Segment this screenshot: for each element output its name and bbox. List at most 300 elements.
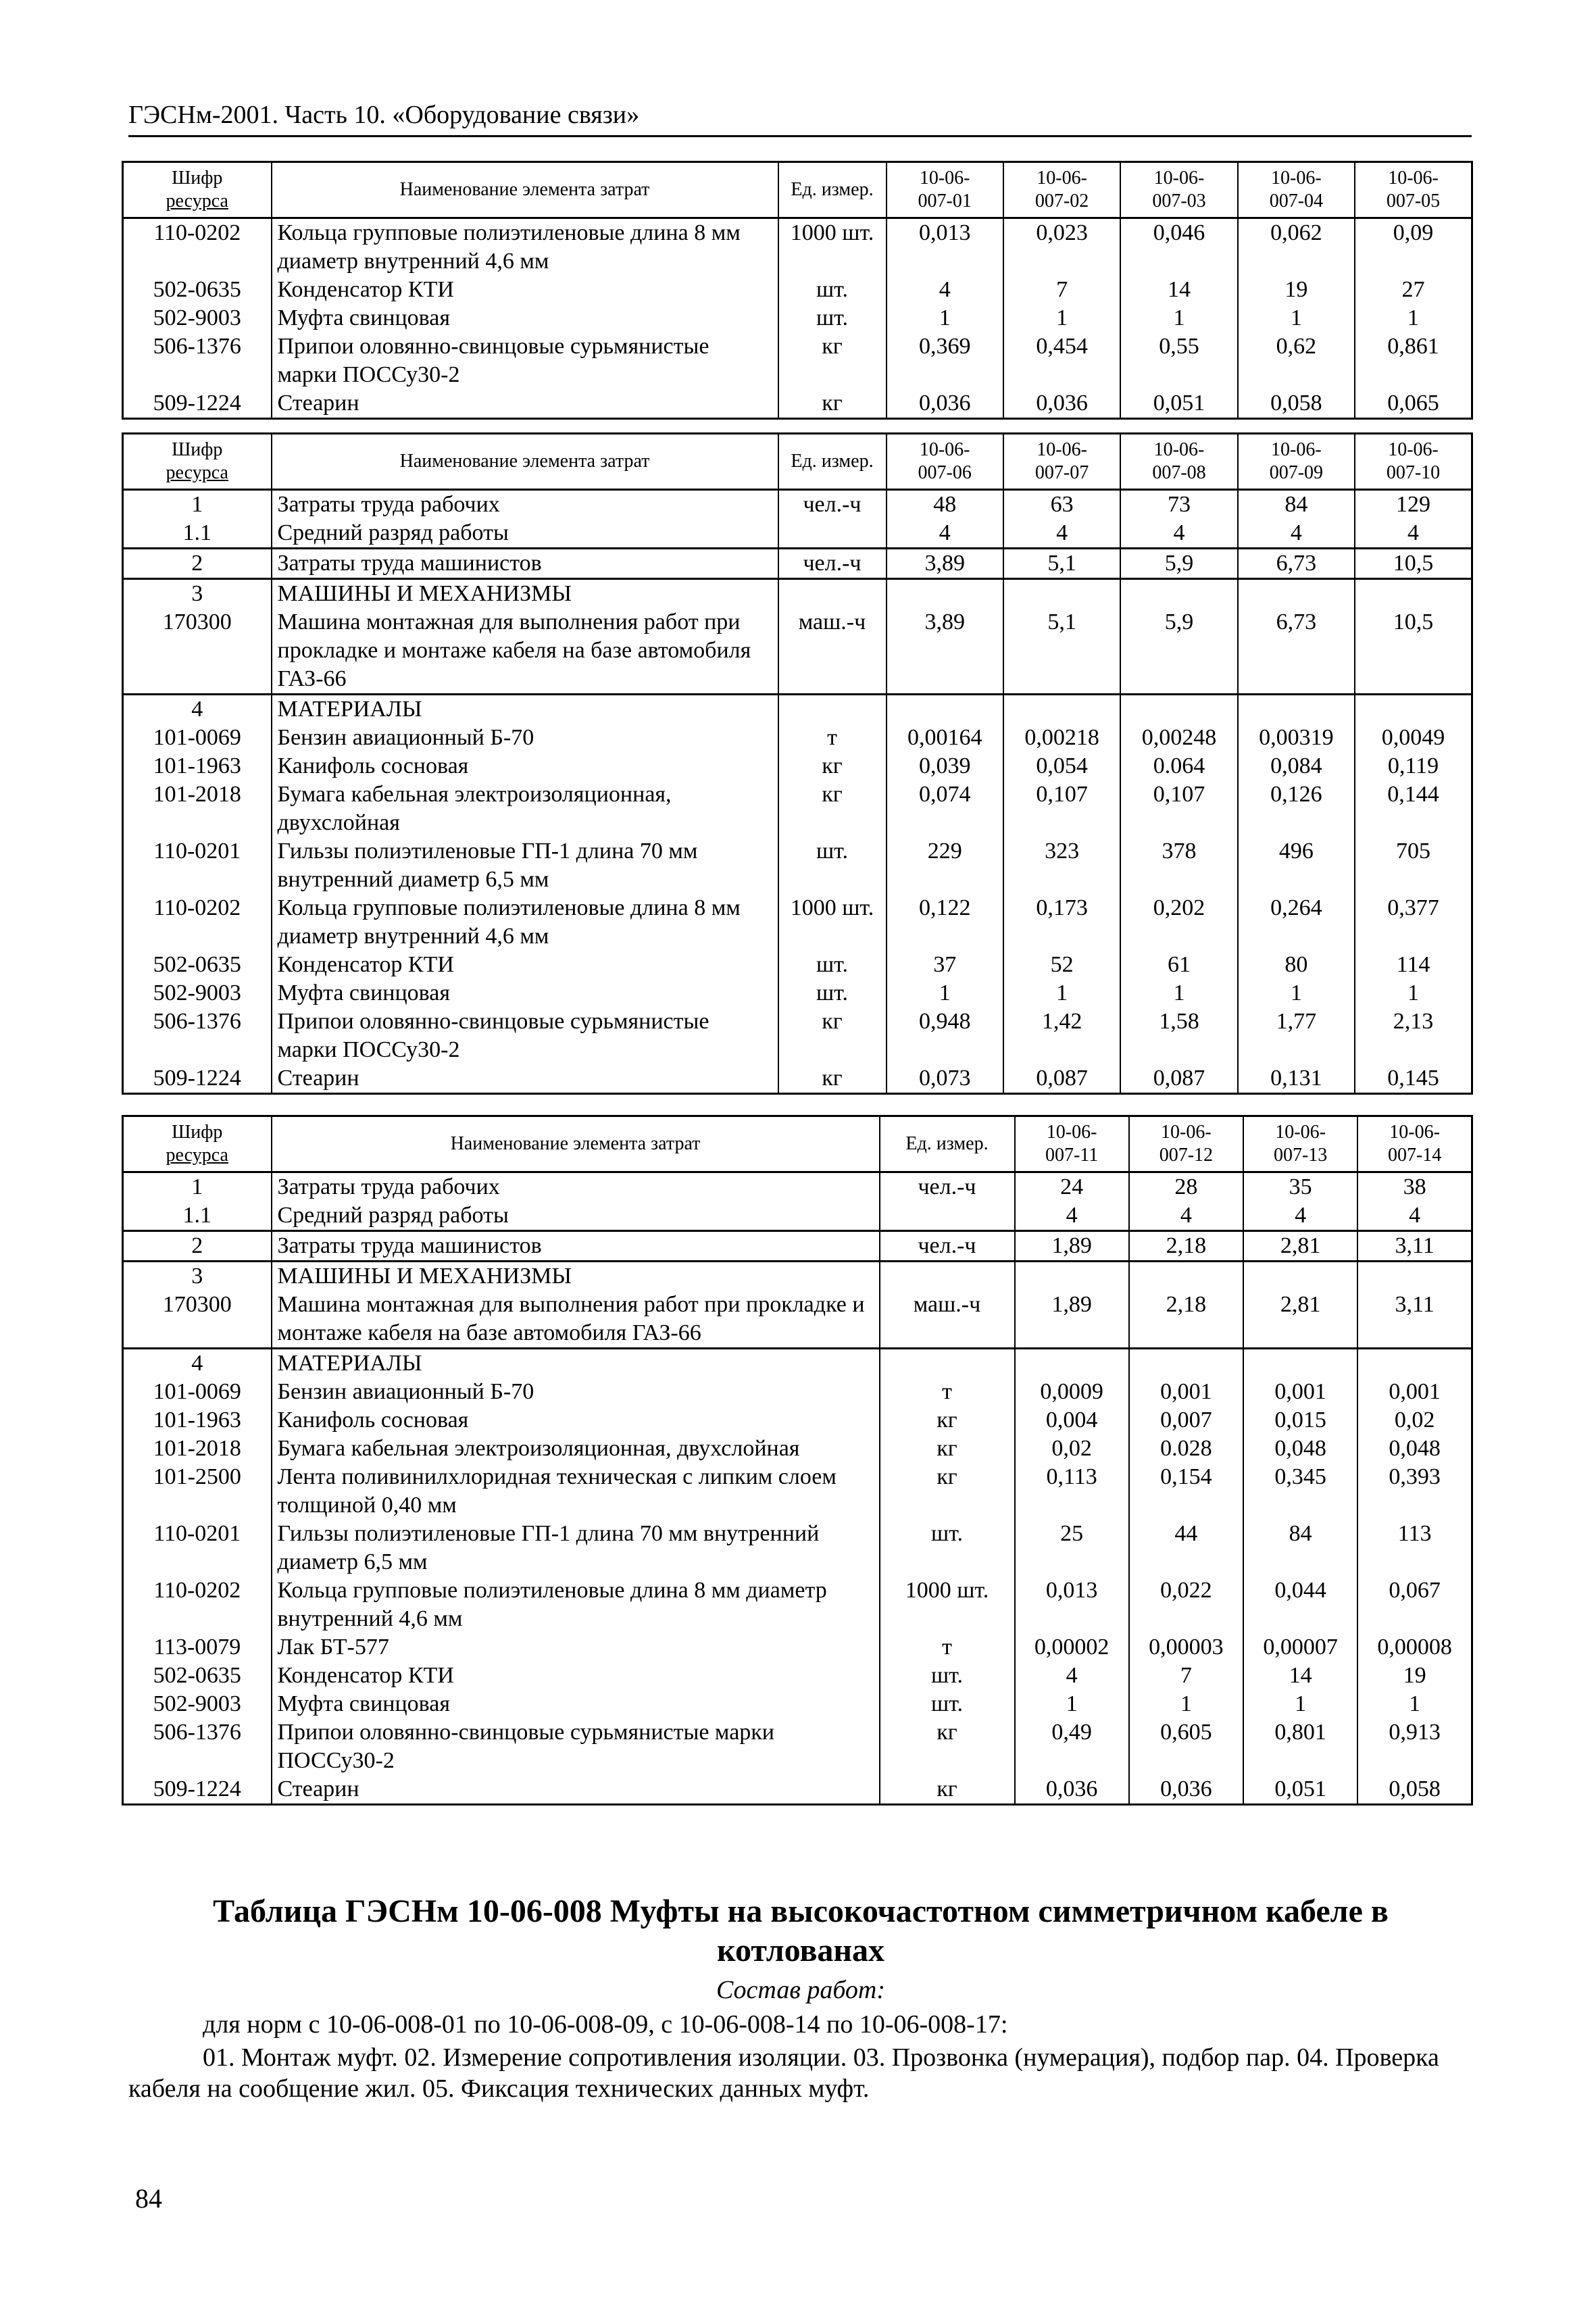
norm-value: 28 [1129,1172,1243,1202]
unit: шт. [880,1520,1015,1576]
resource-code: 110-0201 [123,1520,272,1576]
norm-value: 1 [1003,304,1120,332]
resource-name: Стеарин [272,1064,778,1094]
unit: чел.-ч [778,490,887,520]
norm-value: 0,264 [1238,894,1355,951]
unit: 1000 шт. [778,894,887,951]
norm-value: 2,81 [1243,1231,1357,1262]
resource-code: 509-1224 [123,1064,272,1094]
resource-name: Машина монтажная для выполнения работ при прокладке и монтаже кабеля на базе автомобиля ГАЗ-66 [272,608,778,695]
norm-value: 0,119 [1355,752,1472,780]
resource-code: 170300 [123,608,272,695]
norm-code-line: 10-06- [1037,439,1087,460]
norm-code-line: 007-13 [1273,1145,1328,1166]
norm-value [1120,695,1237,724]
unit: чел.-ч [880,1231,1015,1262]
norm-value: 1,89 [1015,1291,1129,1349]
resource-code-header-line: ресурса [166,462,228,483]
norm-code-line: 007-04 [1269,191,1324,211]
unit: маш.-ч [880,1291,1015,1349]
norm-code-line: 007-08 [1152,462,1206,483]
norm-value: 2,13 [1355,1007,1472,1064]
unit [880,1262,1015,1291]
work-composition-text: 01. Монтаж муфт. 02. Измерение сопротивления изоляции. 03. Прозвонка (нумерация), подбор пар. 04. Проверка кабеля на сообщение жил. 05. Фиксация технических данных муфт. [128,2043,1439,2103]
table-row [123,1406,1472,1435]
norm-value: 10,5 [1355,608,1472,695]
norm-value: 4 [887,519,1003,549]
table-row [123,1064,1472,1094]
table-row [123,1007,1472,1064]
norm-code-header [887,162,1003,218]
unit: 1000 шт. [880,1576,1015,1633]
table-row [123,1718,1472,1775]
unit: шт. [778,979,887,1007]
norm-value: 1 [1120,979,1237,1007]
norm-value: 0,605 [1129,1718,1243,1775]
unit-header: Ед. измер. [778,162,887,218]
norm-value [1355,695,1472,724]
norm-value: 129 [1355,490,1472,520]
name-header: Наименование элемента затрат [272,162,778,218]
norm-code-line: 10-06- [1271,439,1322,460]
unit: чел.-ч [880,1172,1015,1202]
norm-value: 1 [1003,979,1120,1007]
resource-name: Конденсатор КТИ [272,276,778,304]
resource-code: 101-0069 [123,724,272,752]
norm-value: 1,89 [1015,1231,1129,1262]
norm-value: 1,42 [1003,1007,1120,1064]
norm-value: 0,087 [1003,1064,1120,1094]
norm-value: 7 [1129,1662,1243,1690]
norm-value: 0,107 [1120,780,1237,837]
norm-value: 2,81 [1243,1291,1357,1349]
norm-value: 0,122 [887,894,1003,951]
resource-name: Стеарин [272,1775,880,1805]
norm-value: 1 [1015,1690,1129,1718]
resource-code: 4 [123,1349,272,1378]
table-row [123,1576,1472,1633]
resource-name: Муфта свинцовая [272,1690,880,1718]
unit: кг [880,1463,1015,1520]
norm-value [1015,1349,1129,1378]
norm-code-line: 10-06- [1389,1122,1440,1143]
unit [880,1201,1015,1231]
resource-code: 509-1224 [123,389,272,419]
norm-value: 705 [1355,837,1472,894]
norm-code-header [1357,1116,1472,1172]
resource-code: 3 [123,1262,272,1291]
norm-value: 0,107 [1003,780,1120,837]
resource-name: МАШИНЫ И МЕХАНИЗМЫ [272,1262,880,1291]
table-row [123,1775,1472,1805]
table-row [123,579,1472,609]
norm-value: 0,00002 [1015,1633,1129,1662]
norm-value: 0,202 [1120,894,1237,951]
norm-value: 0,00319 [1238,724,1355,752]
table-header [123,1116,1472,1172]
norm-value: 0,393 [1357,1463,1472,1520]
norm-code-header [1238,434,1355,490]
table-row [123,1463,1472,1520]
section-title: Таблица ГЭСНм 10-06-008 Муфты на высокочастотном симметричном кабеле в котлованах [213,1893,1389,1968]
norm-value: 0,55 [1120,332,1237,389]
unit-header: Ед. измер. [778,434,887,490]
norm-code-header [1243,1116,1357,1172]
norm-value: 3,11 [1357,1231,1472,1262]
resource-name: Гильзы полиэтиленовые ГП-1 длина 70 мм внутренний диаметр 6,5 мм [272,837,778,894]
resource-code: 502-0635 [123,1662,272,1690]
norm-value: 0,113 [1015,1463,1129,1520]
norm-code-line: 10-06- [919,439,970,460]
table-header [123,162,1472,218]
table-row [123,837,1472,894]
table-body [123,218,1472,419]
resource-code: 110-0202 [123,894,272,951]
norm-value: 0,051 [1243,1775,1357,1805]
resource-code: 502-0635 [123,951,272,979]
norm-value: 229 [887,837,1003,894]
unit [880,1349,1015,1378]
norms-range-text: для норм с 10-06-008-01 по 10-06-008-09, с 10-06-008-14 по 10-06-008-17: [203,2010,1008,2039]
norm-value: 0,039 [887,752,1003,780]
norm-value [1129,1349,1243,1378]
norm-code-header [1355,162,1472,218]
resource-code: 1 [123,490,272,520]
norm-value: 0.064 [1120,752,1237,780]
norm-value: 4 [1015,1201,1129,1231]
norm-value: 44 [1129,1520,1243,1576]
resource-code-header [123,162,272,218]
norm-value: 0,015 [1243,1406,1357,1435]
unit: т [880,1633,1015,1662]
name-header: Наименование элемента затрат [272,434,778,490]
norm-value: 0,454 [1003,332,1120,389]
table-row [123,979,1472,1007]
norm-value: 52 [1003,951,1120,979]
norm-value: 27 [1355,276,1472,304]
resource-code: 101-1963 [123,752,272,780]
norm-value: 6,73 [1238,608,1355,695]
norm-value: 24 [1015,1172,1129,1202]
unit: чел.-ч [778,549,887,579]
resource-name: Бумага кабельная электроизоляционная, двухслойная [272,780,778,837]
norm-value: 0,00003 [1129,1633,1243,1662]
norm-code-line: 007-02 [1034,191,1089,211]
table-row [123,549,1472,579]
norm-code-line: 10-06- [1161,1122,1212,1143]
table-row [123,389,1472,419]
unit: кг [778,1064,887,1094]
norm-value: 0,073 [887,1064,1003,1094]
resource-name: Муфта свинцовая [272,304,778,332]
resource-name: Припои оловянно-свинцовые сурьмянистые марки ПОССу30-2 [272,1007,778,1064]
unit: кг [778,1007,887,1064]
resource-code-header-line: ресурса [166,191,228,211]
norm-code-line: 10-06- [919,168,970,189]
table-row [123,1435,1472,1463]
norm-value: 0,036 [887,389,1003,419]
norm-value: 0,051 [1120,389,1237,419]
table-body [123,1172,1472,1805]
resource-code: 101-2018 [123,780,272,837]
norm-value: 0,036 [1015,1775,1129,1805]
resource-code: 502-0635 [123,276,272,304]
norm-value: 4 [1129,1201,1243,1231]
header-row [123,1116,1472,1172]
norm-value: 0,02 [1357,1406,1472,1435]
norm-value: 2,18 [1129,1291,1243,1349]
norm-value: 0.028 [1129,1435,1243,1463]
resource-code: 3 [123,579,272,609]
norm-value: 61 [1120,951,1237,979]
norm-value: 0,00218 [1003,724,1120,752]
resource-name: МАШИНЫ И МЕХАНИЗМЫ [272,579,778,609]
resource-code: 1 [123,1172,272,1202]
resource-code: 101-0069 [123,1378,272,1406]
resource-name: Бумага кабельная электроизоляционная, двухслойная [272,1435,880,1463]
resource-name: Канифоль сосновая [272,1406,880,1435]
table-row [123,1662,1472,1690]
norm-value: 0,131 [1238,1064,1355,1094]
norm-value: 1 [1355,304,1472,332]
norm-value: 1,77 [1238,1007,1355,1064]
norm-value: 4 [1015,1662,1129,1690]
norm-value: 0,067 [1357,1576,1472,1633]
norm-value: 0,00248 [1120,724,1237,752]
norm-value: 1 [1238,304,1355,332]
norm-value: 0,074 [887,780,1003,837]
section-subtitle: Состав работ: [716,1976,886,2004]
table-row [123,1633,1472,1662]
norm-value: 0,154 [1129,1463,1243,1520]
table-row [123,1291,1472,1349]
table-body [123,490,1472,1094]
table-row [123,608,1472,695]
unit [778,579,887,609]
resource-name: Затраты труда рабочих [272,1172,880,1202]
resource-code: 110-0202 [123,1576,272,1633]
norm-value: 4 [887,276,1003,304]
norm-value: 496 [1238,837,1355,894]
norm-value: 4 [1357,1201,1472,1231]
norm-value: 1 [1355,979,1472,1007]
norm-value: 0,023 [1003,218,1120,276]
unit: кг [880,1718,1015,1775]
table-row [123,1262,1472,1291]
resource-code: 2 [123,1231,272,1262]
resource-code: 1.1 [123,1201,272,1231]
norm-value: 1 [1357,1690,1472,1718]
norm-code-line: 007-01 [918,191,972,211]
table-row [123,752,1472,780]
unit: кг [778,780,887,837]
header-row [123,162,1472,218]
norm-value: 4 [1243,1201,1357,1231]
norm-value: 0,09 [1355,218,1472,276]
resource-code: 110-0202 [123,218,272,276]
norm-value: 2,18 [1129,1231,1243,1262]
unit [778,695,887,724]
unit: кг [778,389,887,419]
unit: шт. [880,1662,1015,1690]
norm-value [1238,695,1355,724]
table-row [123,276,1472,304]
norm-value: 0,144 [1355,780,1472,837]
norm-value: 3,11 [1357,1291,1472,1349]
header-row [123,434,1472,490]
table-row [123,1520,1472,1576]
norm-code-header [1015,1116,1129,1172]
unit: шт. [880,1690,1015,1718]
resource-name: Стеарин [272,389,778,419]
norm-value: 0,048 [1243,1435,1357,1463]
norm-value: 0,948 [887,1007,1003,1064]
resource-name: Припои оловянно-свинцовые сурьмянистые марки ПОССу30-2 [272,332,778,389]
norm-code-header [1355,434,1472,490]
norm-code-line: 007-11 [1045,1145,1099,1166]
resource-name: Гильзы полиэтиленовые ГП-1 длина 70 мм внутренний диаметр 6,5 мм [272,1520,880,1576]
unit: кг [880,1775,1015,1805]
resource-code: 506-1376 [123,332,272,389]
norm-value: 7 [1003,276,1120,304]
norm-code-line: 10-06- [1388,168,1439,189]
unit: кг [778,752,887,780]
resource-code-header-line: Шифр [172,1122,223,1143]
norm-value: 0,0009 [1015,1378,1129,1406]
norm-value: 0,00164 [887,724,1003,752]
resource-name: Лента поливинилхлоридная техническая с липким слоем толщиной 0,40 мм [272,1463,880,1520]
norm-code-header [1003,434,1120,490]
norm-value: 1 [1243,1690,1357,1718]
norm-value [1243,1349,1357,1378]
norm-value: 0,49 [1015,1718,1129,1775]
norm-value: 4 [1355,519,1472,549]
norm-value: 80 [1238,951,1355,979]
table-row [123,695,1472,724]
table-row [123,519,1472,549]
norm-value: 0,062 [1238,218,1355,276]
unit: кг [778,332,887,389]
norm-value [1355,579,1472,609]
resource-name: Кольца групповые полиэтиленовые длина 8 мм диаметр внутренний 4,6 мм [272,894,778,951]
resource-name: Конденсатор КТИ [272,951,778,979]
norm-value: 0,087 [1120,1064,1237,1094]
table-row [123,1201,1472,1231]
resource-name: Средний разряд работы [272,1201,880,1231]
norm-value [1357,1262,1472,1291]
norm-code-header [1120,162,1237,218]
resource-code: 502-9003 [123,304,272,332]
resource-code: 506-1376 [123,1007,272,1064]
norm-value: 0,036 [1129,1775,1243,1805]
norm-value [1120,579,1237,609]
norm-value: 0,007 [1129,1406,1243,1435]
page-number: 84 [135,2183,162,2214]
norm-value: 10,5 [1355,549,1472,579]
norm-value: 1 [887,304,1003,332]
norm-value [887,579,1003,609]
norm-value: 0,004 [1015,1406,1129,1435]
norm-value: 5,9 [1120,549,1237,579]
norm-value: 0,013 [887,218,1003,276]
table-row [123,490,1472,520]
resource-code-header [123,1116,272,1172]
resource-code: 113-0079 [123,1633,272,1662]
resource-code-header-line: Шифр [172,439,223,460]
resource-name: МАТЕРИАЛЫ [272,695,778,724]
resource-name: Затраты труда машинистов [272,549,778,579]
norm-value: 6,73 [1238,549,1355,579]
norm-value: 0,084 [1238,752,1355,780]
norm-value [1243,1262,1357,1291]
norm-value: 0,022 [1129,1576,1243,1633]
norm-code-line: 007-14 [1387,1145,1442,1166]
resource-name: Кольца групповые полиэтиленовые длина 8 мм диаметр внутренний 4,6 мм [272,218,778,276]
norm-value: 0,913 [1357,1718,1472,1775]
table-row [123,218,1472,276]
norm-value: 37 [887,951,1003,979]
norm-value: 0,044 [1243,1576,1357,1633]
norm-value: 113 [1357,1520,1472,1576]
norm-value: 0,054 [1003,752,1120,780]
table-row [123,1231,1472,1262]
unit: 1000 шт. [778,218,887,276]
norm-code-line: 10-06- [1388,439,1439,460]
norm-value: 0,02 [1015,1435,1129,1463]
resource-name: Бензин авиационный Б-70 [272,724,778,752]
name-header: Наименование элемента затрат [272,1116,880,1172]
norm-code-line: 007-06 [918,462,972,483]
table-row [123,304,1472,332]
norm-value [1003,579,1120,609]
norm-value: 4 [1120,519,1237,549]
resource-code: 101-2500 [123,1463,272,1520]
norm-value: 0,62 [1238,332,1355,389]
table-row [123,780,1472,837]
norm-code-header [1238,162,1355,218]
table-row [123,724,1472,752]
norm-code-line: 007-12 [1159,1145,1214,1166]
norm-value: 0,00007 [1243,1633,1357,1662]
norm-value: 0,001 [1243,1378,1357,1406]
norm-value: 0,145 [1355,1064,1472,1094]
norm-value: 0,00008 [1357,1633,1472,1662]
norm-value: 73 [1120,490,1237,520]
norm-value: 0,013 [1015,1576,1129,1633]
unit: т [880,1378,1015,1406]
norm-code-header [1129,1116,1243,1172]
norm-code-line: 007-07 [1034,462,1089,483]
norm-code-line: 10-06- [1271,168,1322,189]
resource-code-header-line: Шифр [172,168,223,189]
norm-value: 4 [1003,519,1120,549]
resource-name: Затраты труда рабочих [272,490,778,520]
norm-code-header [887,434,1003,490]
norm-value: 63 [1003,490,1120,520]
norm-value: 114 [1355,951,1472,979]
norm-value: 0,048 [1357,1435,1472,1463]
norm-value: 0,046 [1120,218,1237,276]
norm-value: 19 [1357,1662,1472,1690]
norm-value: 0,126 [1238,780,1355,837]
norm-code-line: 10-06- [1037,168,1087,189]
norm-value: 3,89 [887,608,1003,695]
norm-value: 0,345 [1243,1463,1357,1520]
resource-code: 101-1963 [123,1406,272,1435]
norm-value: 5,9 [1120,608,1237,695]
norm-code-line: 10-06- [1153,168,1205,189]
norm-value [887,695,1003,724]
